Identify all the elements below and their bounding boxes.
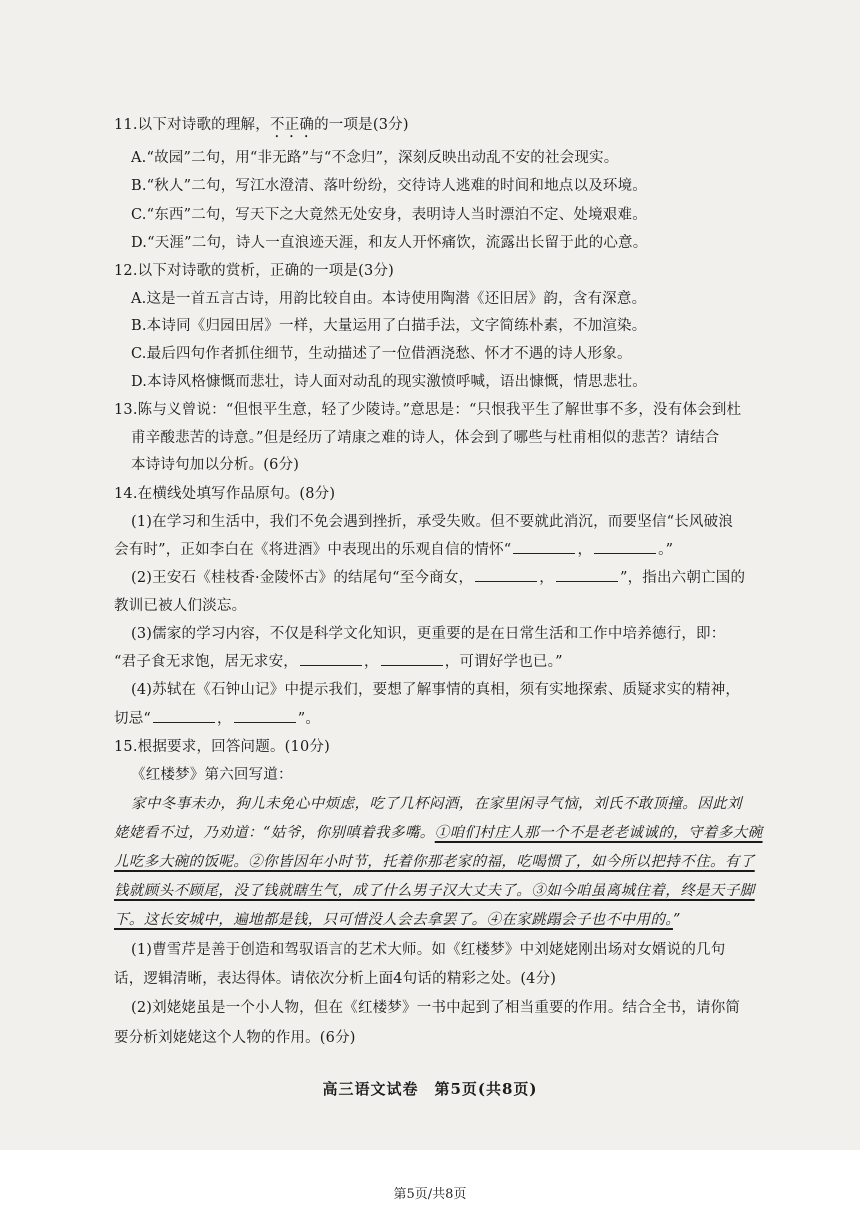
q14-p2-line-2: 教训已被人们淡忘。 [114,598,247,614]
q14-p2-line-1: (2)王安石《桂枝香·金陵怀古》的结尾句“至今商女， ， ”，指出六朝亡国的 [131,570,746,586]
q15-sub1-line-1: (1)曹雪芹是善于创造和驾驭语言的艺术大师。如《红楼梦》中刘姥姥刚出场对女婿说的几句 [131,942,726,958]
q12-option-a: A.这是一首五言古诗，用韵比较自由。本诗使用陶潜《还旧居》韵，含有深意。 [131,291,647,307]
q12-option-d: D.本诗风格慷慨而悲壮，诗人面对动乱的现实激愤呼喊，语出慷慨，情思悲壮。 [131,374,647,390]
q15-stem: 15.根据要求，回答问题。(10分) [114,739,330,755]
answer-blank[interactable] [594,541,656,554]
answer-blank[interactable] [381,653,443,666]
q15-passage-line-5: 下。这长安城中，遍地都是钱，只可惜没人会去拿罢了。④在家跳蹋会子也不中用的。” [114,912,681,928]
q12-option-b: B.本诗同《归园田居》一样，大量运用了白描手法，文字简练朴素，不加渲染。 [131,318,647,334]
q15-sub1-line-2: 话，逻辑清晰，表达得体。请依次分析上面4句话的精彩之处。(4分) [114,971,557,987]
q11-emphasis: 不正确 [269,117,315,133]
q14-p1-line-1: (1)在学习和生活中，我们不免会遇到挫折，承受失败。但不要就此消沉，而要坚信“长风破浪 [131,514,734,530]
q14-p4-line-2: 切忌“ ， ”。 [114,711,321,727]
q11-option-b: B.“秋人”二句，写江水澄清、落叶纷纷，交待诗人逃难的时间和地点以及环境。 [131,178,647,194]
answer-blank[interactable] [300,653,362,666]
q14-p3-line-2: “君子食无求饱，居无求安， ， ，可谓好学也已。” [114,654,563,670]
q12-option-c: C.最后四句作者抓住细节，生动描述了一位借酒浇愁、怀才不遇的诗人形象。 [131,346,632,362]
q12-stem: 12.以下对诗歌的赏析，正确的一项是(3分) [114,263,394,279]
answer-blank[interactable] [513,541,575,554]
q15-passage-line-2: 姥姥看不过，乃劝道：“姑爷，你别嗔着我多嘴。①咱们村庄人那一个不是老老诚诚的，守着多大碗 [114,825,763,841]
page-number: 第5页/共8页 [393,1187,467,1202]
q15-passage-line-4: 钱就顾头不顾尾，没了钱就瞎生气，成了什么男子汉大丈夫了。③如今咱虽离城住着，终是天子脚 [114,883,755,899]
exam-footer: 高三语文试卷 第5页(共8页) [322,1080,538,1098]
q13-line-1: 13.陈与义曾说：“但恨平生意，轻了少陵诗。”意思是：“只恨我平生了解世事不多，没有体会到杜 [114,402,742,418]
q15-passage-line-1: 家中冬事未办，狗儿未免心中烦虑，吃了几杯闷酒，在家里闲寻气恼，刘氏不敢顶撞。因此刘 [131,796,742,812]
answer-blank[interactable] [475,569,537,582]
q15-sub2-line-2: 要分析刘姥姥这个人物的作用。(6分) [114,1030,356,1046]
answer-blank[interactable] [153,710,215,723]
q15-sub2-line-1: (2)刘姥姥虽是一个小人物，但在《红楼梦》一书中起到了相当重要的作用。结合全书，请你简 [131,1000,741,1016]
q11-stem: 11.以下对诗歌的理解，不正确的一项是(3分) [114,117,409,133]
q13-line-2: 甫辛酸悲苦的诗意。”但是经历了靖康之难的诗人，体会到了哪些与杜甫相似的悲苦？请结合 [131,430,720,446]
q15-intro: 《红楼梦》第六回写道： [131,767,293,783]
q11-option-a: A.“故园”二句，用“非无路”与“不念归”，深刻反映出动乱不安的社会现实。 [131,150,619,166]
q14-p4-line-1: (4)苏轼在《石钟山记》中提示我们，要想了解事情的真相，须有实地探索、质疑求实的精神， [131,682,741,698]
q13-line-3: 本诗诗句加以分析。(6分) [131,457,300,473]
q14-stem: 14.在横线处填写作品原句。(8分) [114,486,336,502]
q14-p1-line-2: 会有时”，正如李白在《将进酒》中表现出的乐观自信的情怀“ ， 。” [114,542,674,558]
q11-option-c: C.“东西”二句，写天下之大竟然无处安身，表明诗人当时漂泊不定、处境艰难。 [131,207,647,223]
q14-p3-line-1: (3)儒家的学习内容，不仅是科学文化知识，更重要的是在日常生活和工作中培养德行，即： [131,626,726,642]
answer-blank[interactable] [556,569,618,582]
answer-blank[interactable] [234,710,296,723]
q11-option-d: D.“天涯”二句，诗人一直浪迹天涯，和友人开怀痛饮，流露出长留于此的心意。 [131,235,648,251]
q15-passage-line-3: 儿吃多大碗的饭呢。②你皆因年小时节，托着你那老家的福，吃喝惯了，如今所以把持不住。有了 [114,854,755,870]
